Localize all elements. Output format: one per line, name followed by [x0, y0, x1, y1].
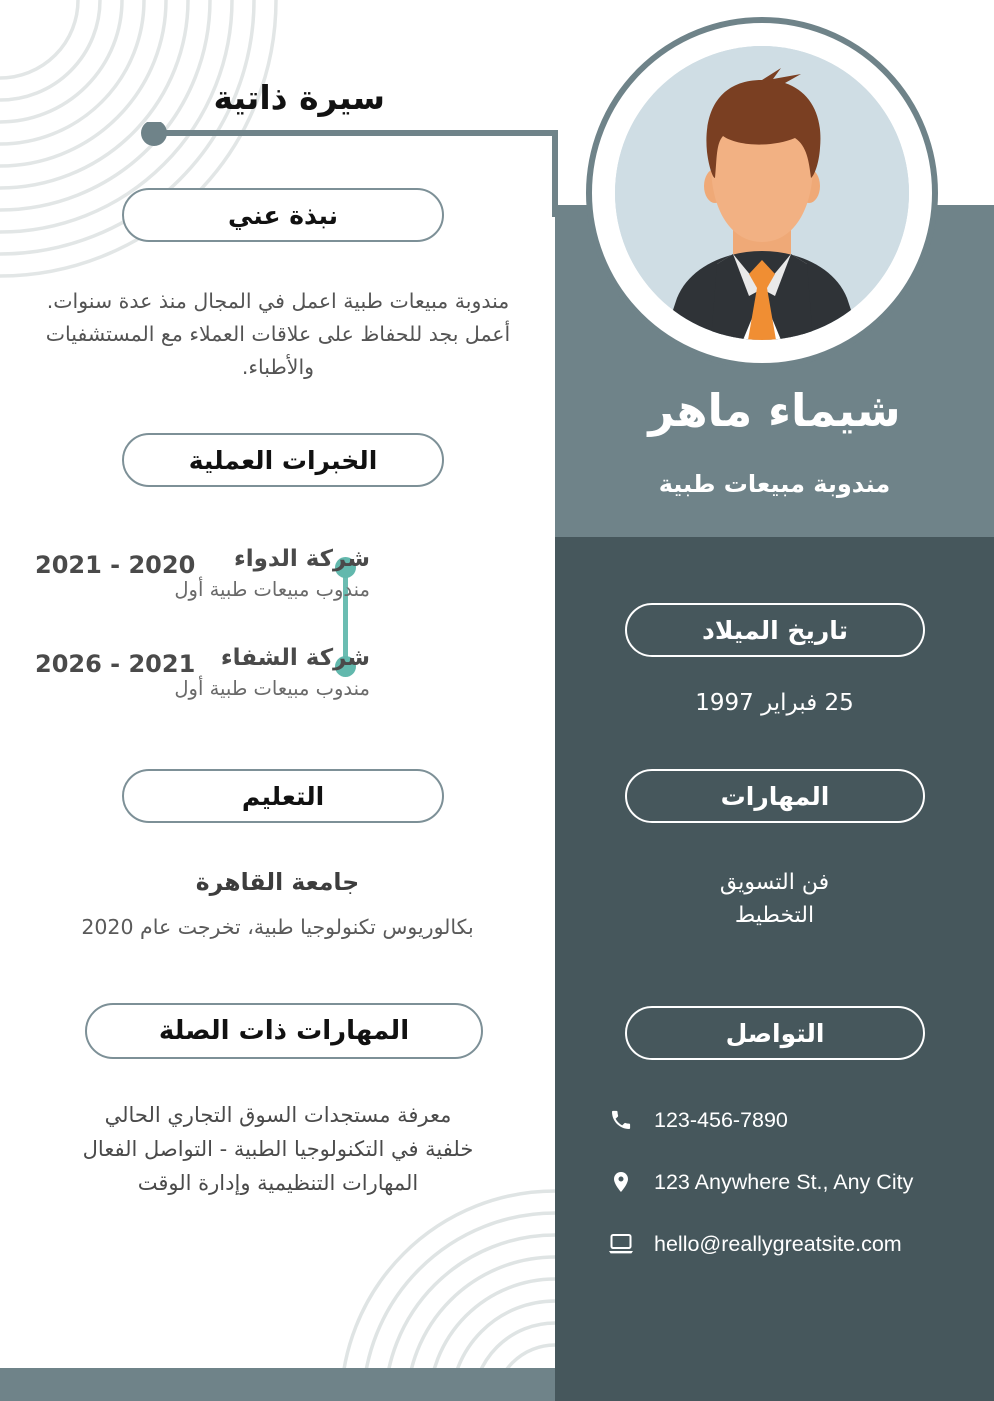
contact-list: [555, 1098, 994, 1284]
contact-row-email[interactable]: [555, 1222, 994, 1266]
skill-item: فن التسويق: [719, 870, 830, 895]
experience-role: مندوب مبيعات طبية أول: [174, 578, 370, 601]
section-heading-contact[interactable]: التواصل: [625, 1006, 925, 1060]
page-title: سيرة ذاتية: [213, 78, 385, 117]
person-avatar-icon: [615, 46, 909, 340]
laptop-icon: [608, 1231, 634, 1257]
phone-icon: [608, 1107, 634, 1133]
experience-role: مندوب مبيعات طبية أول: [174, 677, 370, 700]
relevant-skills-list: [28, 1098, 528, 1200]
contact-row-address[interactable]: [555, 1160, 994, 1204]
person-role: مندوبة مبيعات طبية: [658, 470, 891, 498]
experience-company: شركة الشفاء: [220, 645, 370, 671]
relevant-skill-line: معرفة مستجدات السوق التجاري الحالي: [104, 1103, 452, 1127]
education-degree: بكالوريوس تكنولوجيا طبية، تخرجت عام 2020: [81, 915, 474, 939]
section-heading-relevant-skills[interactable]: المهارات ذات الصلة: [85, 1003, 483, 1059]
section-heading-birthdate[interactable]: تاريخ الميلاد: [625, 603, 925, 657]
section-heading-about[interactable]: نبذة عني: [122, 188, 444, 242]
person-name: شيماء ماهر: [648, 384, 901, 437]
contact-email-value: hello@reallygreatsite.com: [654, 1231, 902, 1256]
location-icon: [608, 1169, 634, 1195]
section-heading-education[interactable]: التعليم: [122, 769, 444, 823]
section-heading-experience[interactable]: الخبرات العملية: [122, 433, 444, 487]
experience-company: شركة الدواء: [233, 546, 370, 572]
experience-timeline: [0, 548, 555, 718]
birthdate-value: 25 فبراير 1997: [695, 690, 854, 716]
education-school: جامعة القاهرة: [195, 868, 360, 896]
experience-item: [0, 548, 555, 618]
contact-phone-value: 123-456-7890: [654, 1107, 788, 1132]
about-text: مندوبة مبيعات طبية اعمل في المجال منذ عدة سنوات. أعمل بجد للحفاظ على علاقات العملاء مع المستشفيات والأطباء.: [45, 289, 511, 379]
experience-dates: 2021 - 2020: [35, 551, 196, 579]
avatar-photo: [615, 46, 909, 340]
relevant-skill-line: خلفية في التكنولوجيا الطبية - التواصل الفعال: [82, 1137, 474, 1161]
section-heading-skills[interactable]: المهارات: [625, 769, 925, 823]
experience-dates: 2026 - 2021: [35, 650, 196, 678]
relevant-skill-line: المهارات التنظيمية وإدارة الوقت: [137, 1171, 419, 1195]
contact-address-value: 123 Anywhere St., Any City: [654, 1169, 914, 1194]
contact-row-phone[interactable]: [555, 1098, 994, 1142]
right-column: [555, 0, 994, 1401]
skills-list: [555, 866, 994, 932]
skill-item: التخطيط: [734, 903, 815, 928]
experience-item: [0, 647, 555, 717]
avatar: [586, 17, 938, 369]
